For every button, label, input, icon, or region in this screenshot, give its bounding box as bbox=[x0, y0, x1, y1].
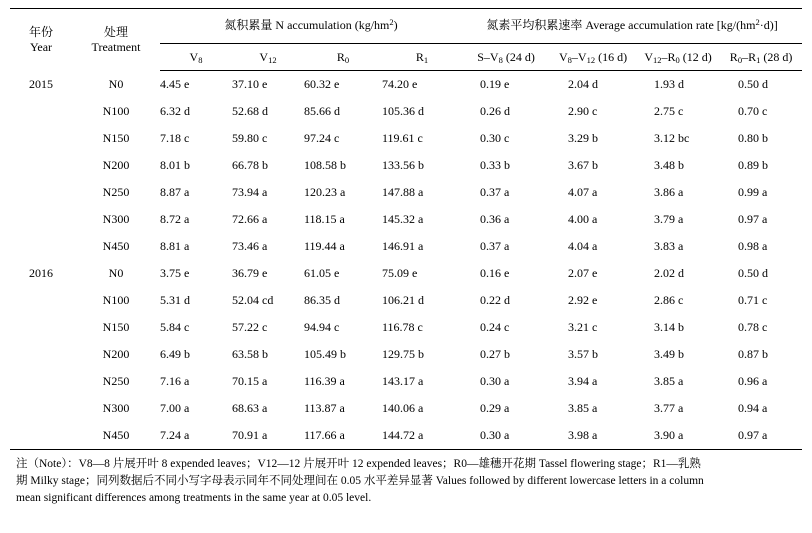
cell-s-v8: 0.24 c bbox=[480, 320, 510, 334]
table-note-line2 bbox=[16, 473, 796, 490]
header-year-en: Year bbox=[29, 39, 53, 54]
cell-treatment: N0 bbox=[108, 266, 124, 280]
cell-v8-v12: 4.04 a bbox=[568, 239, 598, 253]
table-note-line3-text: mean significant differences among treatments in the same year at 0.05 level. bbox=[16, 492, 372, 504]
cell-r1: 75.09 e bbox=[382, 266, 418, 280]
header-col-v12-r0-sub2: 0 bbox=[675, 54, 680, 65]
cell-v8: 7.00 a bbox=[160, 401, 190, 415]
cell-year bbox=[10, 233, 72, 260]
table-row bbox=[10, 98, 802, 125]
cell-v12-r0: 3.79 a bbox=[654, 212, 684, 226]
cell-year bbox=[10, 368, 72, 395]
cell-s-v8: 0.27 b bbox=[480, 347, 511, 361]
header-group-n-accumulation-sup: 2 bbox=[389, 17, 394, 27]
table-note bbox=[16, 456, 796, 507]
cell-r0-r1: 0.96 a bbox=[738, 374, 768, 388]
header-treatment bbox=[72, 9, 160, 71]
cell-r0: 118.15 a bbox=[304, 212, 345, 226]
table-row bbox=[10, 287, 802, 314]
header-col-v8 bbox=[160, 44, 232, 71]
header-col-r0-base: R bbox=[336, 49, 345, 64]
cell-r0: 60.32 e bbox=[304, 77, 340, 91]
header-col-v8-v12-sub: 8 bbox=[567, 54, 572, 65]
cell-v12: 52.04 cd bbox=[232, 293, 274, 307]
header-col-v12-base: V bbox=[259, 49, 269, 64]
cell-r1: 116.78 c bbox=[382, 320, 423, 334]
cell-v8: 5.84 c bbox=[160, 320, 190, 334]
cell-s-v8: 0.36 a bbox=[480, 212, 510, 226]
header-col-r0-sub: 0 bbox=[344, 54, 350, 65]
cell-treatment: N450 bbox=[102, 239, 130, 253]
cell-r1: 145.32 a bbox=[382, 212, 424, 226]
table-note-line3 bbox=[16, 490, 796, 507]
cell-v8-v12: 3.21 c bbox=[568, 320, 598, 334]
cell-r0: 108.58 b bbox=[304, 158, 346, 172]
cell-year: 2016 bbox=[29, 266, 53, 280]
cell-year bbox=[10, 287, 72, 314]
cell-v8: 7.24 a bbox=[160, 422, 232, 450]
cell-r0-r1: 0.50 d bbox=[738, 266, 769, 280]
cell-treatment: N100 bbox=[102, 104, 130, 118]
header-col-v12-r0-tail: (12 d) bbox=[679, 49, 712, 64]
cell-v12: 57.22 c bbox=[232, 320, 268, 334]
table-row bbox=[10, 206, 802, 233]
header-year bbox=[10, 9, 72, 71]
cell-treatment: N450 bbox=[72, 422, 160, 450]
cell-v12: 73.94 a bbox=[232, 185, 268, 199]
cell-s-v8: 0.30 c bbox=[480, 131, 510, 145]
cell-year bbox=[10, 152, 72, 179]
header-group-n-accumulation bbox=[160, 9, 462, 44]
header-col-v8-v12 bbox=[550, 44, 636, 71]
cell-treatment: N150 bbox=[102, 320, 130, 334]
header-col-r0-r1-sub: 0 bbox=[737, 54, 743, 65]
cell-year bbox=[10, 179, 72, 206]
cell-v12: 52.68 d bbox=[232, 104, 268, 118]
cell-s-v8: 0.37 a bbox=[480, 239, 510, 253]
header-col-v8-v12-mid: –V bbox=[571, 49, 587, 64]
header-treatment-cn: 处理 bbox=[103, 24, 128, 39]
cell-r1: 106.21 d bbox=[382, 293, 424, 307]
cell-s-v8: 0.22 d bbox=[480, 293, 511, 307]
cell-treatment: N0 bbox=[108, 76, 124, 91]
header-group-n-accumulation-tail: ) bbox=[393, 18, 398, 32]
header-group-accumulation-rate-tail: ·d)] bbox=[759, 18, 778, 32]
header-col-r1-base: R bbox=[415, 49, 424, 64]
header-group-row bbox=[10, 9, 802, 44]
cell-v12: 66.78 b bbox=[232, 158, 268, 172]
cell-v8: 8.01 b bbox=[160, 158, 190, 172]
cell-v8: 4.45 e bbox=[160, 77, 190, 91]
table-row bbox=[10, 341, 802, 368]
cell-v12: 59.80 c bbox=[232, 131, 268, 145]
cell-v12-r0: 2.02 d bbox=[654, 266, 685, 280]
cell-r0: 113.87 a bbox=[304, 401, 345, 415]
cell-s-v8: 0.33 b bbox=[480, 158, 511, 172]
header-col-s-v8 bbox=[462, 44, 550, 71]
n-accumulation-table bbox=[10, 8, 802, 450]
header-year-cn: 年份 bbox=[28, 24, 53, 39]
cell-treatment: N200 bbox=[102, 347, 130, 361]
table-note-line1 bbox=[16, 456, 796, 473]
table-row bbox=[10, 368, 802, 395]
header-col-s-v8-base: S–V bbox=[477, 49, 499, 64]
header-col-v8-sub: 8 bbox=[198, 54, 203, 65]
cell-v8-v12: 2.04 d bbox=[568, 77, 599, 91]
cell-v8-v12: 2.07 e bbox=[568, 266, 598, 280]
cell-r1: 144.72 a bbox=[382, 422, 462, 450]
cell-v12-r0: 3.90 a bbox=[636, 422, 720, 450]
cell-v12-r0: 3.48 b bbox=[654, 158, 685, 172]
cell-treatment: N300 bbox=[102, 212, 130, 226]
cell-r0-r1: 0.80 b bbox=[738, 131, 769, 145]
header-col-v12-r0 bbox=[636, 44, 720, 71]
cell-v8: 3.75 e bbox=[160, 266, 190, 280]
cell-v12-r0: 2.75 c bbox=[654, 104, 684, 118]
cell-treatment: N100 bbox=[102, 293, 130, 307]
cell-v8: 8.81 a bbox=[160, 239, 190, 253]
cell-v8-v12: 3.67 b bbox=[568, 158, 599, 172]
cell-v12-r0: 3.12 bc bbox=[654, 131, 690, 145]
cell-r0-r1: 0.70 c bbox=[738, 104, 768, 118]
cell-s-v8: 0.29 a bbox=[480, 401, 510, 415]
cell-year bbox=[10, 395, 72, 422]
cell-s-v8: 0.30 a bbox=[462, 422, 550, 450]
cell-v8: 5.31 d bbox=[160, 293, 190, 307]
cell-v8-v12: 2.90 c bbox=[568, 104, 598, 118]
table-note-line2-text: 期 Milky stage；同列数据后不同小写字母表示同年不同处理间在 0.05 水平差异显著 Values followed by different lowercase letters in a column bbox=[16, 475, 704, 487]
cell-v12: 72.66 a bbox=[232, 212, 268, 226]
cell-v8-v12: 3.57 b bbox=[568, 347, 599, 361]
cell-r0: 86.35 d bbox=[304, 293, 340, 307]
cell-v8: 8.87 a bbox=[160, 185, 190, 199]
header-group-accumulation-rate-sup: 2 bbox=[755, 17, 760, 27]
cell-v8-v12: 4.07 a bbox=[568, 185, 598, 199]
cell-year bbox=[10, 314, 72, 341]
header-col-v12-r0-sub: 12 bbox=[653, 54, 662, 65]
cell-s-v8: 0.37 a bbox=[480, 185, 510, 199]
cell-r0-r1: 0.78 c bbox=[738, 320, 768, 334]
header-col-r0-r1-base: R bbox=[729, 49, 738, 64]
cell-year bbox=[10, 125, 72, 152]
table-row bbox=[10, 125, 802, 152]
header-col-v8-base: V bbox=[189, 49, 199, 64]
cell-treatment: N150 bbox=[102, 131, 130, 145]
cell-v12: 63.58 b bbox=[232, 347, 268, 361]
cell-v12: 70.91 a bbox=[232, 422, 304, 450]
cell-v8-v12: 3.94 a bbox=[568, 374, 598, 388]
cell-v12: 68.63 a bbox=[232, 401, 268, 415]
cell-year bbox=[10, 422, 72, 450]
cell-r1: 147.88 a bbox=[382, 185, 424, 199]
cell-v12-r0: 2.86 c bbox=[654, 293, 684, 307]
cell-v12-r0: 3.83 a bbox=[654, 239, 684, 253]
cell-v12: 70.15 a bbox=[232, 374, 268, 388]
cell-r0-r1: 0.87 b bbox=[738, 347, 769, 361]
header-group-accumulation-rate bbox=[462, 9, 802, 44]
cell-v8-v12: 2.92 e bbox=[568, 293, 598, 307]
cell-r1: 129.75 b bbox=[382, 347, 424, 361]
cell-s-v8: 0.26 d bbox=[480, 104, 511, 118]
header-col-r1 bbox=[382, 44, 462, 71]
header-col-v12 bbox=[232, 44, 304, 71]
cell-v12-r0: 3.85 a bbox=[654, 374, 684, 388]
cell-r0: 105.49 b bbox=[304, 347, 346, 361]
cell-r0-r1: 0.99 a bbox=[738, 185, 768, 199]
cell-r1: 119.61 c bbox=[382, 131, 423, 145]
cell-r0-r1: 0.94 a bbox=[738, 401, 768, 415]
table-row bbox=[10, 422, 802, 450]
cell-r0-r1: 0.89 b bbox=[738, 158, 769, 172]
cell-treatment: N300 bbox=[102, 401, 130, 415]
header-col-v8-v12-sub2: 12 bbox=[586, 54, 596, 65]
cell-r0-r1: 0.98 a bbox=[738, 239, 768, 253]
header-col-r1-sub: 1 bbox=[423, 54, 429, 65]
cell-v12: 36.79 e bbox=[232, 266, 268, 280]
header-col-v12-r0-base: V bbox=[644, 49, 653, 64]
cell-r0-r1: 0.97 a bbox=[738, 212, 768, 226]
cell-r0-r1: 0.97 a bbox=[720, 422, 802, 450]
cell-v8: 7.18 c bbox=[160, 131, 190, 145]
cell-r1: 105.36 d bbox=[382, 104, 424, 118]
table-note-line1-text: 注（Note）：V8—8 片展开叶 8 expended leaves；V12—12 片展开叶 12 expended leaves；R0—雄穗开花期 Tassel flowering stage；R1—乳熟 bbox=[16, 458, 701, 470]
cell-r0: 97.24 c bbox=[304, 131, 340, 145]
cell-treatment: N250 bbox=[102, 374, 130, 388]
cell-v12-r0: 1.93 d bbox=[654, 77, 685, 91]
table-row bbox=[10, 233, 802, 260]
header-col-s-v8-sub: 8 bbox=[498, 54, 503, 65]
cell-r0: 119.44 a bbox=[304, 239, 345, 253]
table-row bbox=[10, 395, 802, 422]
cell-r1: 140.06 a bbox=[382, 401, 424, 415]
header-col-r0-r1-sub2: 1 bbox=[756, 54, 761, 65]
header-col-v12-r0-mid: –R bbox=[661, 49, 676, 64]
cell-v12-r0: 3.49 b bbox=[654, 347, 685, 361]
table-row bbox=[10, 152, 802, 179]
cell-r0: 116.39 a bbox=[304, 374, 345, 388]
cell-v12: 73.46 a bbox=[232, 239, 268, 253]
cell-r0-r1: 0.50 d bbox=[738, 77, 769, 91]
table-row bbox=[10, 179, 802, 206]
header-col-r0-r1-tail: (28 d) bbox=[760, 49, 793, 64]
header-group-n-accumulation-text: 氮积累量 N accumulation (kg/hm bbox=[224, 18, 390, 32]
cell-v8: 8.72 a bbox=[160, 212, 190, 226]
cell-year bbox=[10, 98, 72, 125]
table-row bbox=[10, 71, 802, 99]
cell-v12-r0: 3.14 b bbox=[654, 320, 685, 334]
header-col-v8-v12-tail: (16 d) bbox=[595, 49, 628, 64]
cell-r1: 146.91 a bbox=[382, 239, 424, 253]
header-col-s-v8-tail: (24 d) bbox=[502, 49, 535, 64]
cell-v8-v12: 3.85 a bbox=[568, 401, 598, 415]
header-treatment-en: Treatment bbox=[91, 39, 141, 54]
cell-year bbox=[10, 341, 72, 368]
cell-r0: 61.05 e bbox=[304, 266, 340, 280]
header-group-accumulation-rate-text: 氮素平均积累速率 Average accumulation rate [kg/(hm bbox=[486, 18, 756, 32]
cell-s-v8: 0.16 e bbox=[480, 266, 510, 280]
cell-r1: 133.56 b bbox=[382, 158, 424, 172]
table-row bbox=[10, 260, 802, 287]
cell-year bbox=[10, 206, 72, 233]
cell-treatment: N200 bbox=[102, 158, 130, 172]
cell-r0: 94.94 c bbox=[304, 320, 340, 334]
cell-r1: 74.20 e bbox=[382, 77, 418, 91]
cell-r0: 117.66 a bbox=[304, 422, 382, 450]
cell-s-v8: 0.30 a bbox=[480, 374, 510, 388]
cell-v8: 6.32 d bbox=[160, 104, 190, 118]
cell-v8: 6.49 b bbox=[160, 347, 190, 361]
cell-v8-v12: 4.00 a bbox=[568, 212, 598, 226]
cell-r1: 143.17 a bbox=[382, 374, 424, 388]
header-col-r0 bbox=[304, 44, 382, 71]
cell-r0: 85.66 d bbox=[304, 104, 340, 118]
header-col-r0-r1 bbox=[720, 44, 802, 71]
cell-treatment: N250 bbox=[102, 185, 130, 199]
header-col-v8-v12-base: V bbox=[559, 49, 568, 64]
cell-v12-r0: 3.86 a bbox=[654, 185, 684, 199]
cell-year: 2015 bbox=[29, 76, 53, 91]
cell-v8-v12: 3.98 a bbox=[550, 422, 636, 450]
header-col-v12-sub: 12 bbox=[268, 54, 277, 65]
cell-r0: 120.23 a bbox=[304, 185, 346, 199]
cell-v8-v12: 3.29 b bbox=[568, 131, 599, 145]
cell-r0-r1: 0.71 c bbox=[738, 293, 768, 307]
cell-v12: 37.10 e bbox=[232, 77, 268, 91]
cell-v12-r0: 3.77 a bbox=[654, 401, 684, 415]
table-row bbox=[10, 314, 802, 341]
header-col-r0-r1-mid: –R bbox=[742, 49, 757, 64]
cell-s-v8: 0.19 e bbox=[480, 77, 510, 91]
cell-v8: 7.16 a bbox=[160, 374, 190, 388]
